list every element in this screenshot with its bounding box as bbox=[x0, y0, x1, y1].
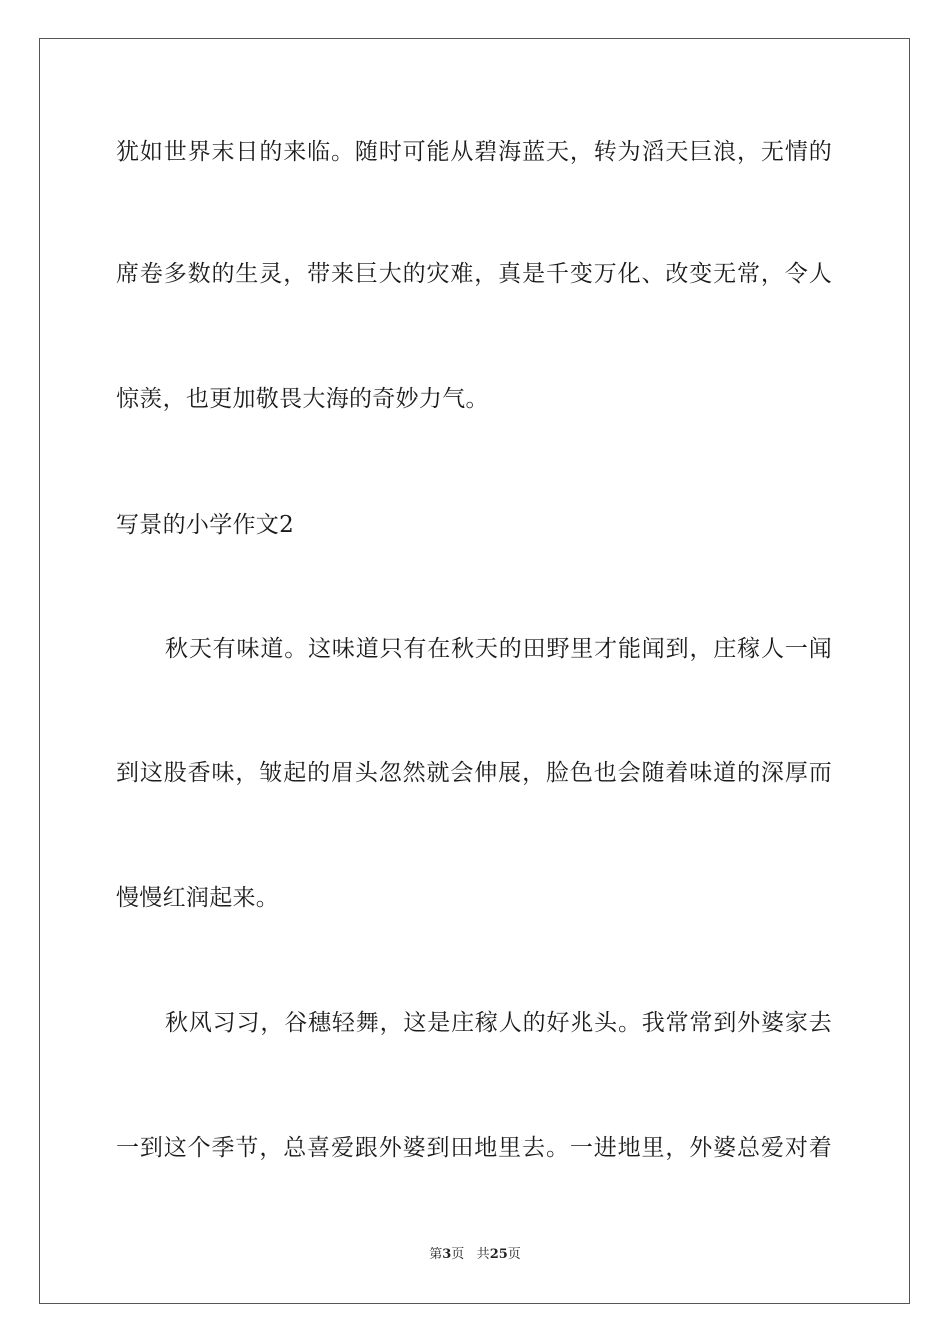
footer-total-prefix: 共 bbox=[476, 1247, 490, 1262]
text-line: 席卷多数的生灵，带来巨大的灾难，真是千变万化、改变无常，令人 bbox=[116, 261, 832, 287]
footer-prefix: 第 bbox=[429, 1247, 443, 1262]
paragraph-first-line: 秋风习习，谷穗轻舞，这是庄稼人的好兆头。我常常到外婆家去 bbox=[165, 1010, 832, 1036]
text-line: 慢慢红润起来。 bbox=[116, 885, 280, 911]
text-line: 一到这个季节，总喜爱跟外婆到田地里去。一进地里，外婆总爱对着 bbox=[116, 1135, 832, 1161]
page-footer bbox=[0, 1246, 950, 1264]
section-heading: 写景的小学作文2 bbox=[116, 512, 295, 538]
paragraph-first-line: 秋天有味道。这味道只有在秋天的田野里才能闻到，庄稼人一闻 bbox=[165, 636, 832, 662]
page-border bbox=[39, 38, 910, 1304]
footer-total-pages: 25 bbox=[489, 1247, 508, 1262]
text-line: 犹如世界末日的来临。随时可能从碧海蓝天，转为滔天巨浪，无情的 bbox=[116, 139, 832, 165]
text-line: 到这股香味，皱起的眉头忽然就会伸展，脸色也会随着味道的深厚而 bbox=[116, 760, 832, 786]
footer-page-number: 3 bbox=[442, 1247, 452, 1262]
text-line: 惊羡，也更加敬畏大海的奇妙力气。 bbox=[116, 386, 489, 412]
footer-total-suffix: 页 bbox=[507, 1247, 521, 1262]
footer-page-suffix: 页 bbox=[451, 1247, 465, 1262]
